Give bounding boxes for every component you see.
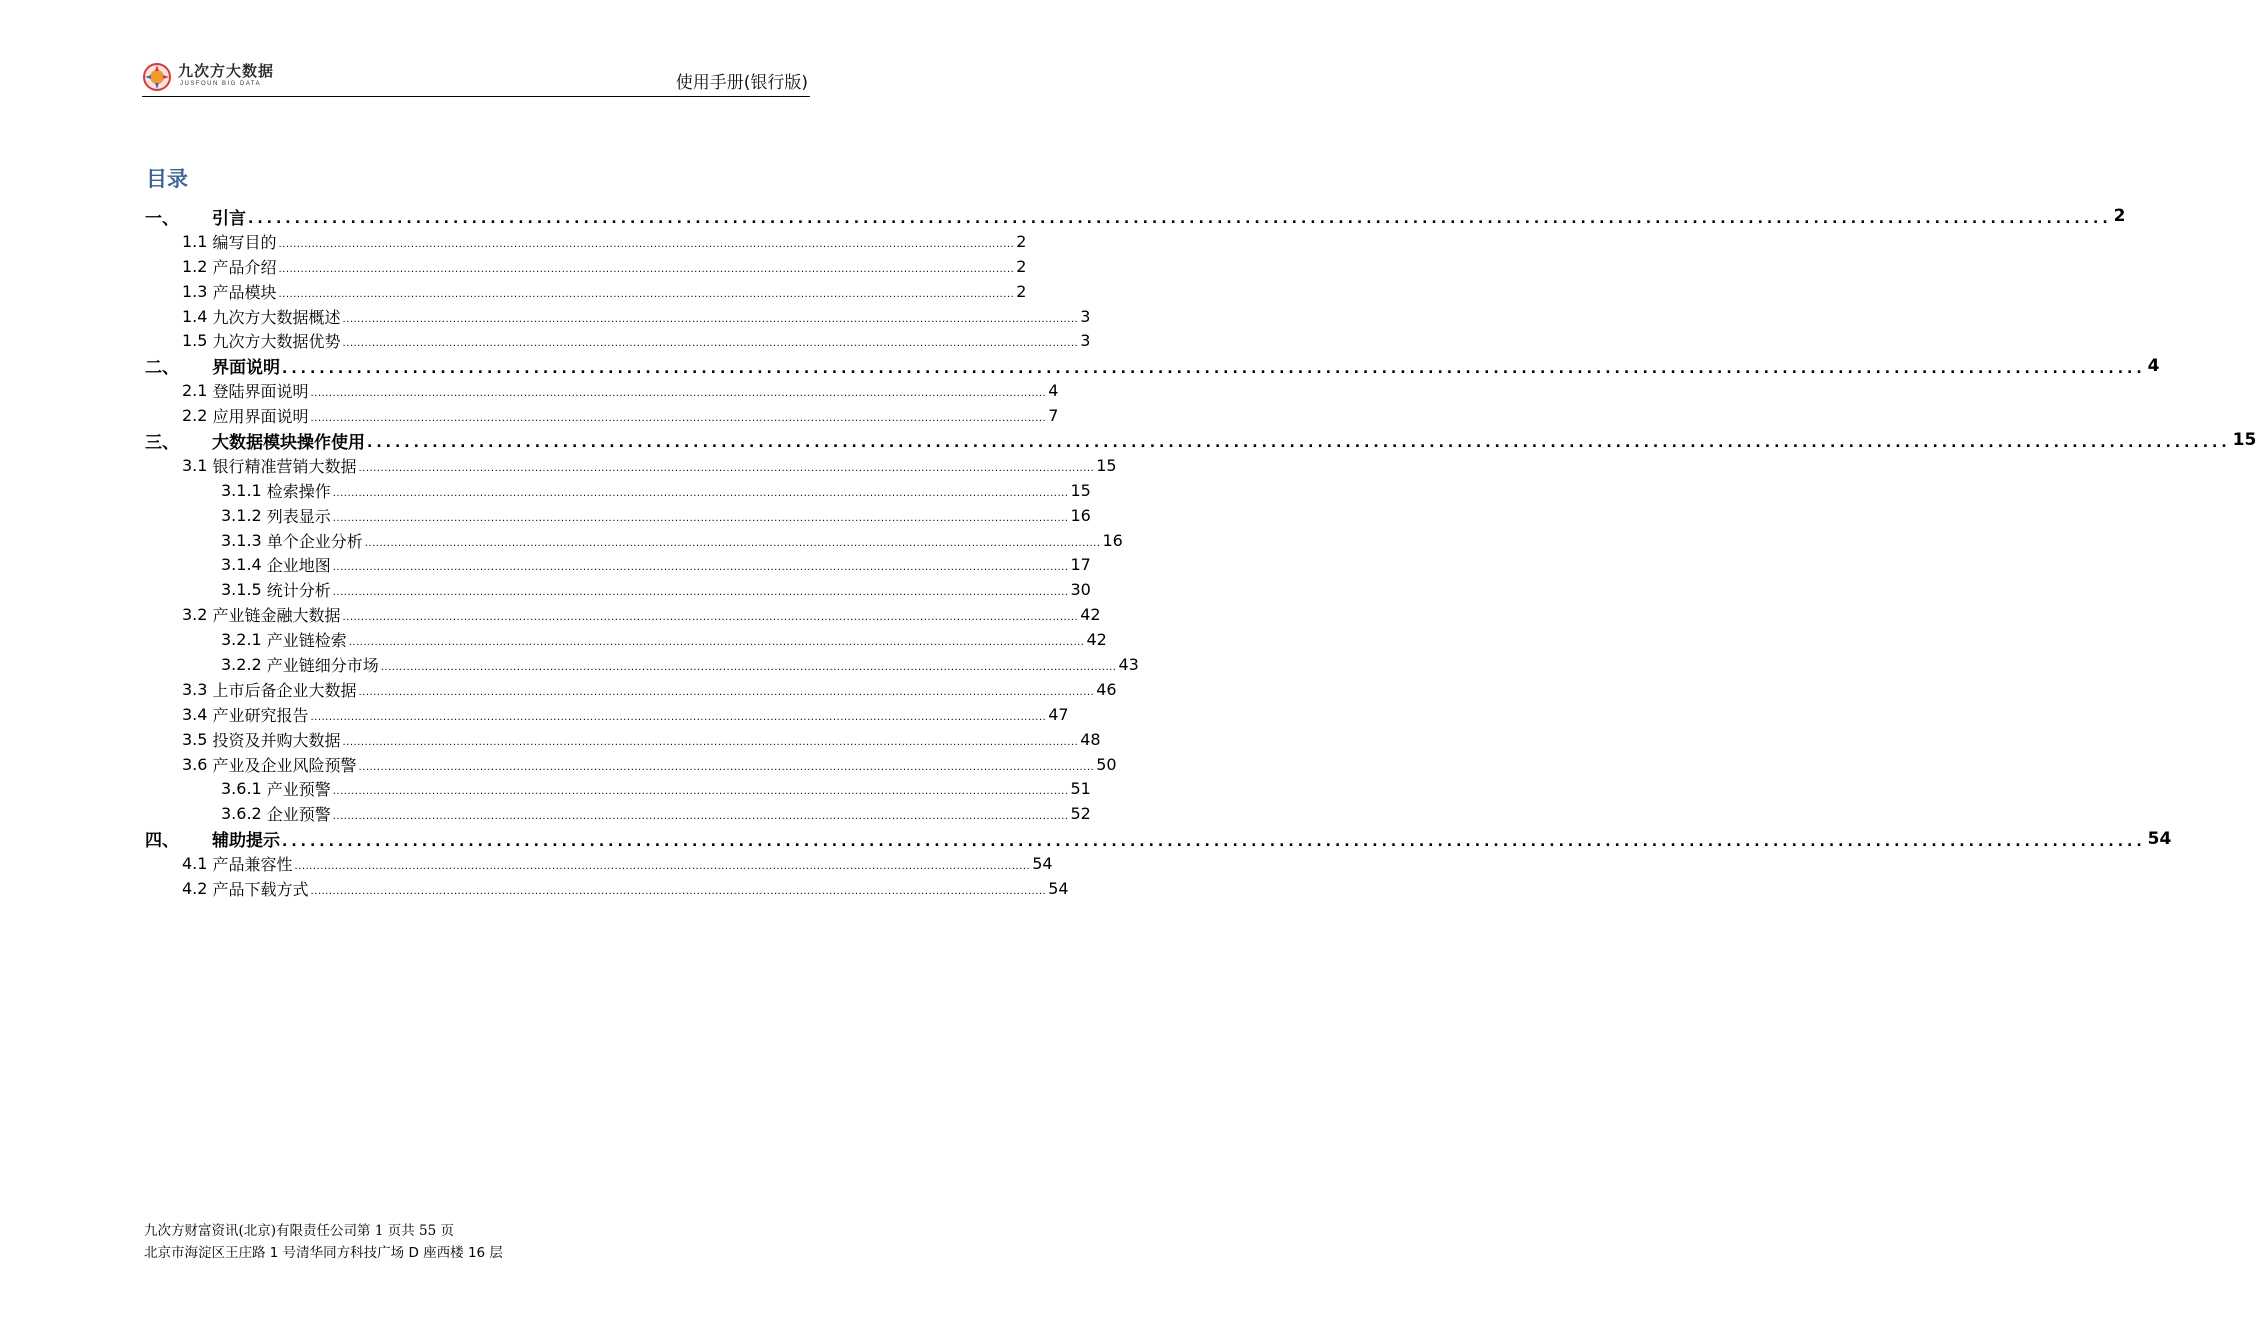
- toc-entry-number: 3.2: [182, 605, 208, 625]
- toc-entry-number: 3.3: [182, 679, 208, 699]
- toc-entry-page: 2: [2113, 206, 2126, 227]
- toc-entry-label: 产品模块: [212, 282, 277, 302]
- toc-dot-leader: ........................................................................................................................................................................................................: [278, 238, 1015, 250]
- toc-dot-leader: ........................................................................................................................................................................................................: [294, 861, 1031, 873]
- toc-entry-number: 4.1: [182, 854, 208, 874]
- toc-entry[interactable]: [145, 627, 1107, 652]
- toc-entry-page: 42: [1080, 605, 1101, 625]
- toc-entry-number: 3.6: [182, 754, 208, 774]
- toc-entry-label: 列表显示: [266, 506, 331, 526]
- toc-entry-label: 产业及企业风险预警: [212, 755, 357, 775]
- footer-address: 北京市海淀区王庄路 1 号清华同方科技广场 D 座西楼 16 层: [144, 1245, 503, 1261]
- toc-entry-number: 3.1.4: [221, 555, 262, 575]
- toc-entry-number: 4.2: [182, 878, 208, 898]
- toc-entry-number: 3.2.1: [221, 630, 262, 650]
- toc-entry-page: 16: [1070, 505, 1091, 525]
- toc-entry-page: 3: [1080, 331, 1091, 351]
- toc-entry-number: 三、: [145, 432, 179, 453]
- toc-entry-page: 47: [1048, 704, 1069, 724]
- toc-entry-page: 52: [1070, 804, 1091, 824]
- toc-dot-leader: ........................................................................................................................................................................................................: [342, 338, 1079, 350]
- toc-dot-leader: ........................................................................................................................................................................................................: [310, 388, 1047, 400]
- toc-entry[interactable]: [145, 229, 1027, 254]
- toc-entry-number: 1.2: [182, 256, 208, 276]
- toc-dot-leader: ........................................................................................................................................................................................................: [358, 686, 1095, 698]
- toc-dot-leader: ........................................................................................................................................................................................................: [358, 462, 1095, 474]
- toc-entry-page: 54: [1032, 854, 1053, 874]
- toc-entry-number: 一、: [145, 208, 179, 229]
- toc-entry-label: 产业链金融大数据: [212, 606, 341, 626]
- toc-entry[interactable]: [145, 478, 1091, 503]
- toc-entry-number: 1.3: [182, 281, 208, 301]
- page-footer: [144, 1220, 503, 1264]
- toc-entry-label: 登陆界面说明: [212, 382, 309, 402]
- toc-entry-page: 2: [1016, 281, 1027, 301]
- toc-dot-leader: ........................................................................................................................................................................................................: [342, 612, 1079, 624]
- toc-entry-number: 3.4: [182, 704, 208, 724]
- footer-company-page: 九次方财富资讯(北京)有限责任公司第 1 页共 55 页: [144, 1223, 454, 1239]
- toc-dot-leader: ........................................................................................................................................................................................................: [282, 833, 2146, 850]
- toc-entry-number: 3.5: [182, 729, 208, 749]
- page-header: [142, 56, 810, 97]
- toc-entry-page: 16: [1102, 530, 1123, 550]
- toc-dot-leader: ........................................................................................................................................................................................................: [332, 587, 1069, 599]
- toc-entry[interactable]: [145, 428, 2256, 453]
- toc-entry-label: 编写目的: [212, 232, 277, 252]
- toc-dot-leader: ........................................................................................................................................................................................................: [278, 288, 1015, 300]
- company-logo: [142, 58, 282, 94]
- toc-entry[interactable]: [145, 328, 1091, 353]
- toc-dot-leader: ........................................................................................................................................................................................................: [310, 413, 1047, 425]
- toc-entry-page: 15: [1096, 455, 1117, 475]
- toc-entry-label: 企业地图: [266, 556, 331, 576]
- toc-dot-leader: ........................................................................................................................................................................................................: [380, 661, 1117, 673]
- toc-entry-label: 辅助提示: [212, 831, 280, 852]
- toc-entry-page: 4: [2147, 355, 2160, 376]
- toc-entry[interactable]: [145, 304, 1091, 329]
- toc-entry-label: 单个企业分析: [266, 531, 363, 551]
- toc-entry-number: 3.1.3: [221, 530, 262, 550]
- toc-entry-number: 3.1.2: [221, 505, 262, 525]
- toc-entry-page: 7: [1048, 406, 1059, 426]
- toc-entry-number: 四、: [145, 831, 179, 852]
- toc-entry[interactable]: [145, 453, 1117, 478]
- toc-entry[interactable]: [145, 577, 1091, 602]
- toc-dot-leader: ........................................................................................................................................................................................................: [332, 811, 1069, 823]
- toc-entry[interactable]: [145, 752, 1117, 777]
- toc-dot-leader: ........................................................................................................................................................................................................: [342, 313, 1079, 325]
- toc-entry[interactable]: [145, 254, 1027, 279]
- toc-entry-number: 3.1: [182, 455, 208, 475]
- toc-entry-label: 检索操作: [266, 481, 331, 501]
- toc-entry-page: 51: [1070, 779, 1091, 799]
- toc-entry-page: 2: [1016, 231, 1027, 251]
- toc-entry[interactable]: [145, 702, 1069, 727]
- toc-entry-page: 4: [1048, 381, 1059, 401]
- toc-entry-page: 15: [2232, 430, 2256, 451]
- logo-chinese-text: 九次方大数据: [178, 62, 275, 80]
- toc-entry-number: 1.1: [182, 231, 208, 251]
- toc-entry[interactable]: [145, 677, 1117, 702]
- toc-entry-label: 产品下载方式: [212, 879, 309, 899]
- toc-entry-label: 产业链检索: [266, 631, 347, 651]
- toc-entry[interactable]: [145, 851, 1053, 876]
- toc-entry-label: 产业链细分市场: [266, 655, 379, 675]
- toc-dot-leader: ........................................................................................................................................................................................................: [367, 435, 2231, 452]
- toc-entry-label: 大数据模块操作使用: [212, 432, 365, 453]
- toc-entry-number: 二、: [145, 358, 179, 379]
- toc-entry-label: 应用界面说明: [212, 407, 309, 427]
- logo-english-text: JUSFOUN BIG DATA: [180, 81, 262, 87]
- toc-entry-page: 50: [1096, 754, 1117, 774]
- toc-entry-label: 企业预警: [266, 805, 331, 825]
- toc-dot-leader: ........................................................................................................................................................................................................: [332, 786, 1069, 798]
- toc-entry-label: 产业预警: [266, 780, 331, 800]
- toc-entry-page: 54: [1048, 878, 1069, 898]
- toc-dot-leader: ........................................................................................................................................................................................................: [332, 512, 1069, 524]
- toc-entry-number: 3.6.1: [221, 779, 262, 799]
- toc-dot-leader: ........................................................................................................................................................................................................: [310, 711, 1047, 723]
- toc-heading: 目录: [146, 167, 188, 191]
- toc-entry[interactable]: [145, 826, 2172, 852]
- sun-logo-icon: [142, 62, 172, 92]
- toc-entry-label: 产品兼容性: [212, 855, 293, 875]
- toc-entry[interactable]: [145, 776, 1091, 801]
- toc-entry-number: 2.1: [182, 381, 208, 401]
- toc-entry[interactable]: [145, 602, 1101, 627]
- toc-entry[interactable]: [145, 552, 1091, 577]
- toc-entry[interactable]: [145, 528, 1123, 553]
- toc-entry-page: 30: [1070, 580, 1091, 600]
- toc-entry[interactable]: [145, 279, 1027, 304]
- toc-entry-number: 3.1.1: [221, 480, 262, 500]
- toc-dot-leader: ........................................................................................................................................................................................................: [358, 761, 1095, 773]
- toc-entry[interactable]: [145, 727, 1101, 752]
- toc-entry-page: 17: [1070, 555, 1091, 575]
- toc-entry[interactable]: [145, 378, 1059, 403]
- toc-entry-page: 2: [1016, 256, 1027, 276]
- toc-dot-leader: ........................................................................................................................................................................................................: [248, 211, 2112, 228]
- toc-dot-leader: ........................................................................................................................................................................................................: [342, 736, 1079, 748]
- toc-entry-number: 1.5: [182, 331, 208, 351]
- toc-entry-label: 产品介绍: [212, 257, 277, 277]
- toc-entry-label: 统计分析: [266, 581, 331, 601]
- toc-entry-label: 银行精准营销大数据: [212, 456, 357, 476]
- toc-dot-leader: ........................................................................................................................................................................................................: [278, 263, 1015, 275]
- toc-entry-page: 46: [1096, 679, 1117, 699]
- toc-dot-leader: ........................................................................................................................................................................................................: [332, 562, 1069, 574]
- toc-entry[interactable]: [145, 801, 1091, 826]
- toc-entry[interactable]: [145, 353, 2160, 379]
- toc-entry-number: 2.2: [182, 406, 208, 426]
- toc-entry-page: 54: [2147, 828, 2172, 849]
- toc-entry-label: 投资及并购大数据: [212, 730, 341, 750]
- toc-entry-page: 43: [1118, 654, 1139, 674]
- toc-entry-number: 1.4: [182, 306, 208, 326]
- toc-entry-number: 3.2.2: [221, 654, 262, 674]
- toc-dot-leader: ........................................................................................................................................................................................................: [310, 885, 1047, 897]
- toc-dot-leader: ........................................................................................................................................................................................................: [348, 637, 1085, 649]
- toc-entry[interactable]: [145, 403, 1059, 428]
- toc-dot-leader: ........................................................................................................................................................................................................: [364, 537, 1101, 549]
- table-of-contents: [145, 204, 2256, 901]
- document-title: 使用手册(银行版): [675, 73, 808, 93]
- toc-entry[interactable]: [145, 503, 1091, 528]
- toc-entry-page: 48: [1080, 729, 1101, 749]
- toc-entry-page: 42: [1086, 630, 1107, 650]
- toc-entry-label: 九次方大数据概述: [212, 307, 341, 327]
- toc-entry[interactable]: [145, 204, 2126, 229]
- toc-entry-label: 产业研究报告: [212, 705, 309, 725]
- toc-entry-label: 界面说明: [212, 358, 280, 379]
- toc-dot-leader: ........................................................................................................................................................................................................: [332, 487, 1069, 499]
- toc-entry-number: 3.1.5: [221, 580, 262, 600]
- toc-entry[interactable]: [145, 876, 1069, 901]
- toc-entry[interactable]: [145, 652, 1139, 677]
- toc-entry-page: 3: [1080, 306, 1091, 326]
- toc-entry-label: 九次方大数据优势: [212, 332, 341, 352]
- toc-dot-leader: ........................................................................................................................................................................................................: [282, 360, 2146, 377]
- toc-entry-label: 上市后备企业大数据: [212, 680, 357, 700]
- toc-entry-page: 15: [1070, 480, 1091, 500]
- toc-entry-label: 引言: [212, 208, 246, 229]
- toc-entry-number: 3.6.2: [221, 804, 262, 824]
